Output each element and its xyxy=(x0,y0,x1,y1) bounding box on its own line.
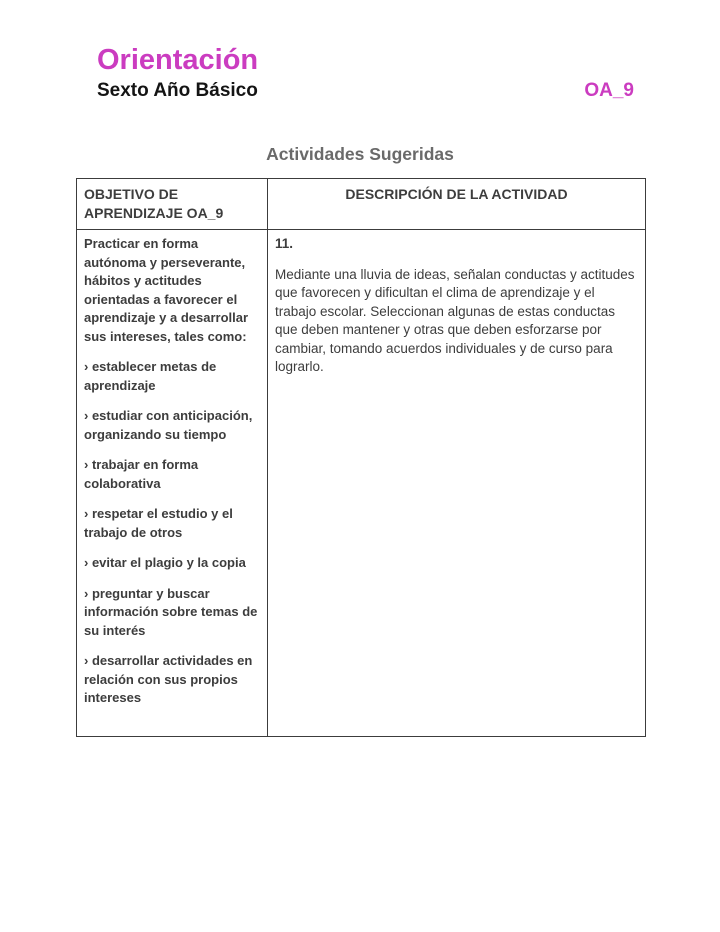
objective-cell xyxy=(77,230,268,737)
objective-bullet-item: › trabajar en forma colaborativa xyxy=(84,457,199,491)
grade-label: Sexto Año Básico xyxy=(97,80,258,102)
objective-intro: Practicar en forma autónoma y perseverante, hábitos y actitudes orientadas a favorecer el aprendizaje y a desarrollar sus intereses, tales como: xyxy=(84,236,249,344)
subject-title: Orientación xyxy=(97,44,259,76)
header-row xyxy=(97,80,634,102)
document-header xyxy=(97,44,634,102)
objective-bullet-item: › preguntar y buscar información sobre temas de su interés xyxy=(84,585,258,638)
objective-bullet-item: › estudiar con anticipación, organizando su tiempo xyxy=(84,408,253,442)
page-title: Actividades Sugeridas xyxy=(266,144,454,165)
objective-column-header: OBJETIVO DE APRENDIZAJE OA_9 xyxy=(77,179,268,230)
table-body-row xyxy=(77,230,646,737)
oa-code-label: OA_9 xyxy=(584,80,634,102)
objective-bullet-list xyxy=(84,358,263,708)
activity-number: 11. xyxy=(275,236,294,252)
objective-bullet-item: › establecer metas de aprendizaje xyxy=(84,359,217,393)
table-header-row xyxy=(77,179,646,230)
activity-column-header: DESCRIPCIÓN DE LA ACTIVIDAD xyxy=(268,179,646,230)
activities-table xyxy=(76,178,646,737)
objective-bullet-item: › evitar el plagio y la copia xyxy=(84,555,246,571)
objective-bullet-item: › desarrollar actividades en relación con sus propios intereses xyxy=(84,653,253,706)
activity-description: Mediante una lluvia de ideas, señalan conductas y actitudes que favorecen y dificultan el clima de aprendizaje y el trabajo escolar. Seleccionan algunas de estas conductas que deben mantener y otras que deben esforzarse por cambiar, tomando acuerdos individuales y de curso para lograrlo. xyxy=(275,266,635,375)
activity-cell xyxy=(268,230,646,737)
objective-bullet-item: › respetar el estudio y el trabajo de otros xyxy=(84,506,233,540)
